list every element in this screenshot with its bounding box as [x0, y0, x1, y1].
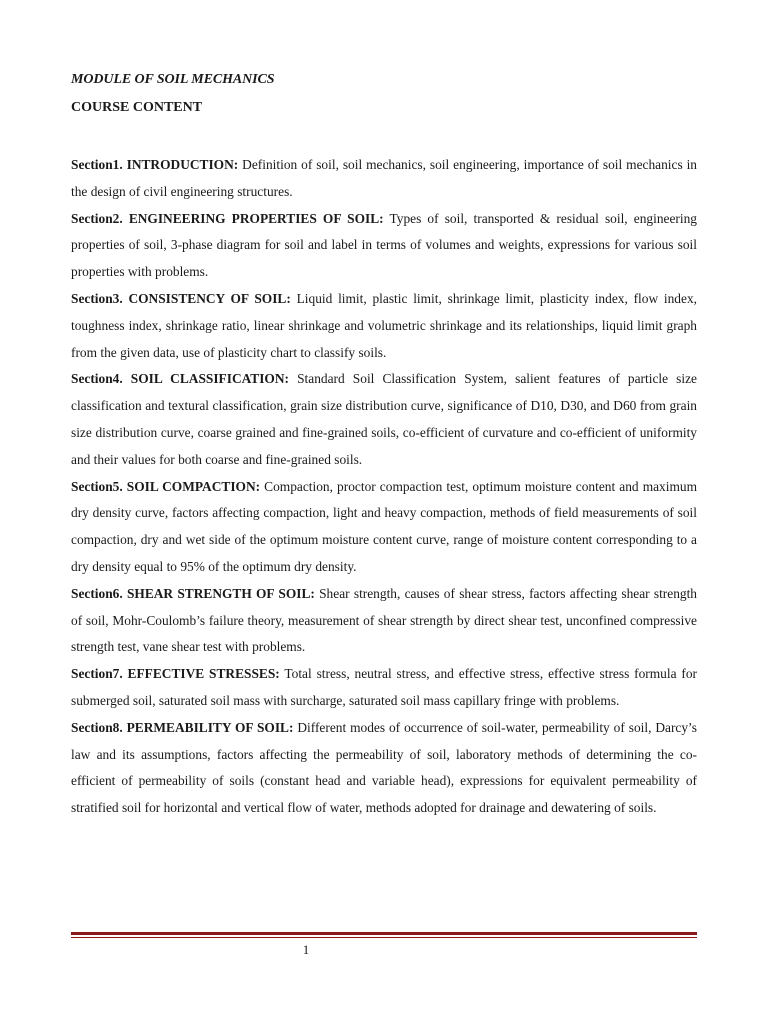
footer-divider-thin — [71, 937, 697, 938]
section-body: Liquid limit, plastic limit, shrinkage limit, plasticity index, flow index, toughness index, shrinkage ratio, linear shrinkage and volumetric shrinkage and its relationships, liquid limit graph from the given data, use of plasticity chart to classify soils. — [71, 290, 697, 360]
section-heading: Section8. PERMEABILITY OF SOIL: — [71, 719, 294, 735]
section-body: Different modes of occurrence of soil-water, permeability of soil, Darcy’s law and its assumptions, factors affecting the permeability of soil, laboratory methods of determining the co-efficient of permeability of soils (constant head and variable head), expressions for equivalent permeability of stratified soil for horizontal and vertical flow of water, methods adopted for drainage and dewatering of soils. — [71, 719, 697, 816]
section-7 — [71, 661, 697, 715]
module-title: MODULE OF SOIL MECHANICS — [71, 72, 275, 87]
section-body: Standard Soil Classification System, salient features of particle size classification and textural classification, grain size distribution curve, significance of D10, D30, and D60 from grain size distribution curve, coarse grained and fine-grained soils, co-efficient of curvature and co-efficient of uniformity and their values for both coarse and fine-grained soils. — [71, 371, 697, 467]
section-2 — [71, 206, 697, 286]
section-4 — [71, 366, 697, 473]
section-8 — [71, 715, 697, 822]
section-body: Total stress, neutral stress, and effective stress, effective stress formula for submerged soil, saturated soil mass with surcharge, saturated soil mass capillary fringe with problems. — [71, 666, 698, 708]
section-list — [71, 152, 697, 822]
section-heading: Section5. SOIL COMPACTION: — [71, 478, 261, 494]
section-5 — [71, 474, 697, 581]
section-heading: Section2. ENGINEERING PROPERTIES OF SOIL: — [71, 210, 384, 226]
section-body: Types of soil, transported & residual soil, engineering properties of soil, 3-phase diagram for soil and label in terms of volumes and weights, expressions for various soil properties with problems. — [71, 210, 697, 280]
section-body: Compaction, proctor compaction test, optimum moisture content and maximum dry density curve, factors affecting compaction, light and heavy compaction, methods of field measurements of soil compaction, dry and wet side of the optimum moisture content curve, range of moisture content corresponding to a dry density equal to 95% of the optimum dry density. — [71, 478, 697, 574]
section-body: Definition of soil, soil mechanics, soil engineering, importance of soil mechanics in the design of civil engineering structures. — [71, 157, 697, 199]
page-number: 1 — [302, 942, 310, 957]
section-heading: Section1. INTRODUCTION: — [71, 157, 239, 172]
section-heading: Section7. EFFECTIVE STRESSES: — [71, 666, 280, 682]
section-heading: Section6. SHEAR STRENGTH OF SOIL: — [71, 585, 315, 601]
section-1 — [71, 152, 697, 206]
section-3 — [71, 286, 697, 366]
footer-divider — [71, 932, 697, 935]
course-content-heading: COURSE CONTENT — [71, 100, 203, 115]
section-heading: Section3. CONSISTENCY OF SOIL: — [71, 290, 291, 306]
section-6 — [71, 581, 697, 661]
section-heading: Section4. SOIL CLASSIFICATION: — [71, 371, 289, 387]
section-body: Shear strength, causes of shear stress, factors affecting shear strength of soil, Mohr-Coulomb’s failure theory, measurement of shear strength by direct shear test, unconfined compressive strength test, vane shear test with problems. — [71, 585, 698, 655]
